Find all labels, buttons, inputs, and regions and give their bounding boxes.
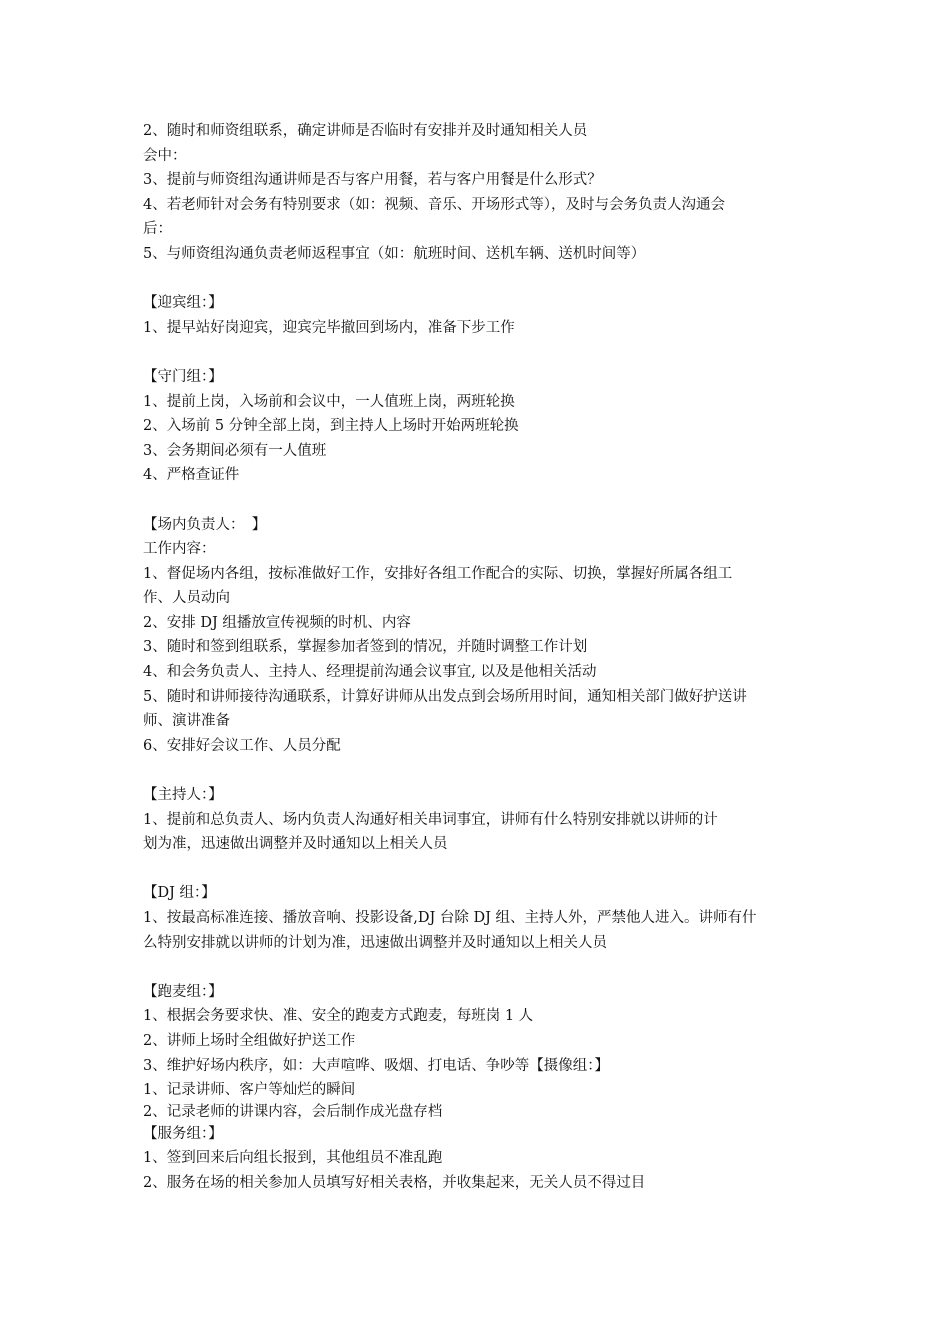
section-heading-service: 【服务组：】: [143, 1125, 223, 1142]
text-line: 6、安排好会议工作、人员分配: [143, 737, 341, 754]
blank-line: [143, 758, 813, 783]
text-line: 1、记录讲师、客户等灿烂的瞬间: [143, 1082, 356, 1099]
text-line: 1、督促场内各组，按标准做好工作，安排好各组工作配合的实际、切换，掌握好所属各组工: [143, 565, 733, 582]
blank-line: [143, 267, 813, 292]
section-heading-host: 【主持人：】: [143, 787, 223, 804]
text-line: 3、会务期间必须有一人值班: [143, 442, 327, 459]
text-line: 5、随时和讲师接待沟通联系，计算好讲师从出发点到会场所用时间，通知相关部门做好护送讲: [143, 688, 747, 705]
text-line: 3、维护好场内秩序，如：大声喧哗、吸烟、打电话、争吵等【摄像组：】: [143, 1057, 609, 1074]
text-line: 5、与师资组沟通负责老师返程事宜（如：航班时间、送机车辆、送机时间等）: [143, 245, 646, 262]
section-label-after-meeting: 后：: [143, 221, 172, 238]
document-body: [143, 119, 813, 1196]
text-line: 1、按最高标准连接、播放音响、投影设备,DJ 台除 DJ 组、主持人外，严禁他人进入。讲师有什: [143, 910, 757, 926]
text-line: 1、签到回来后向组长报到，其他组员不准乱跑: [143, 1150, 443, 1167]
blank-line: [143, 955, 813, 980]
blank-line: [143, 340, 813, 365]
text-line: 4、若老师针对会务有特别要求（如：视频、音乐、开场形式等），及时与会务负责人沟通会: [143, 196, 725, 213]
text-line: 2、讲师上场时全组做好护送工作: [143, 1032, 356, 1049]
section-heading-reception: 【迎宾组：】: [143, 295, 223, 312]
section-heading-door: 【守门组：】: [143, 368, 223, 385]
blank-line: [143, 488, 813, 513]
text-line: 2、安排 DJ 组播放宣传视频的时机、内容: [143, 614, 411, 631]
text-line: 3、随时和签到组联系，掌握参加者签到的情况，并随时调整工作计划: [143, 639, 588, 656]
text-line: 作、人员动向: [143, 590, 230, 607]
section-heading-venue-manager: 【场内负责人： 】: [143, 516, 267, 533]
text-line: 2、服务在场的相关参加人员填写好相关表格，并收集起来，无关人员不得过目: [143, 1174, 646, 1191]
text-line: 4、和会务负责人、主持人、经理提前沟通会议事宜, 以及是他相关活动: [143, 664, 597, 681]
section-label-during-meeting: 会中：: [143, 147, 187, 164]
text-line: 2、入场前 5 分钟全部上岗，到主持人上场时开始两班轮换: [143, 418, 519, 435]
section-heading-microphone: 【跑麦组：】: [143, 983, 223, 1000]
text-line: 2、随时和师资组联系，确定讲师是否临时有安排并及时通知相关人员: [143, 123, 588, 139]
text-line: 1、提早站好岗迎宾，迎宾完毕撤回到场内，准备下步工作: [143, 319, 515, 336]
text-line: 么特别安排就以讲师的计划为准，迅速做出调整并及时通知以上相关人员: [143, 934, 607, 951]
blank-line: [143, 857, 813, 882]
text-line: 4、严格查证件: [143, 467, 240, 484]
text-line: 2、记录老师的讲课内容，会后制作成光盘存档: [143, 1103, 443, 1120]
section-heading-dj: 【DJ 组：】: [143, 885, 216, 902]
text-line: 工作内容：: [143, 541, 216, 558]
text-line: 3、提前与师资组沟通讲师是否与客户用餐，若与客户用餐是什么形式？: [143, 172, 602, 189]
text-line: 1、提前上岗，入场前和会议中，一人值班上岗，两班轮换: [143, 393, 515, 410]
text-line: 1、提前和总负责人、场内负责人沟通好相关串词事宜，讲师有什么特别安排就以讲师的计: [143, 811, 718, 828]
text-line: 师、演讲准备: [143, 713, 230, 730]
text-line: 1、根据会务要求快、准、安全的跑麦方式跑麦，每班岗 1 人: [143, 1008, 534, 1025]
text-line: 划为准，迅速做出调整并及时通知以上相关人员: [143, 836, 448, 853]
